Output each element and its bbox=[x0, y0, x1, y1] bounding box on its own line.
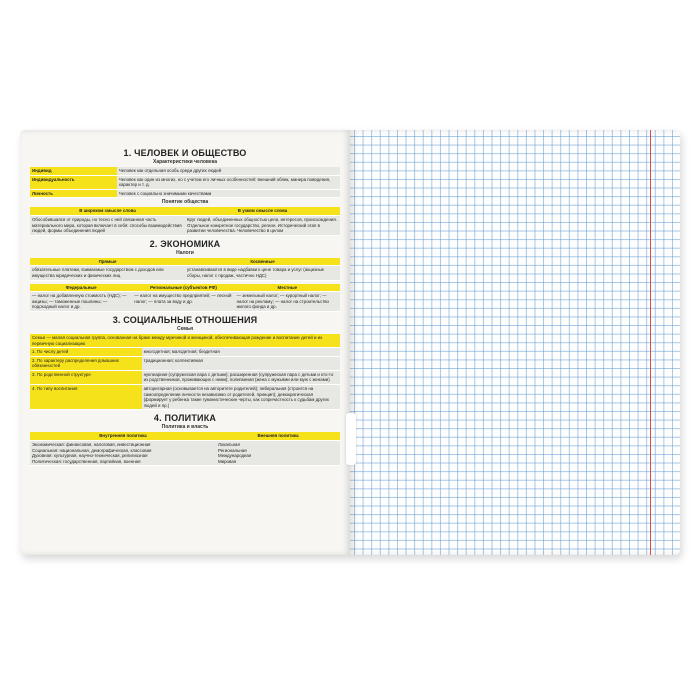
table-row bbox=[30, 167, 340, 175]
header-cell: Региональные (субъектов РФ) bbox=[132, 284, 234, 292]
table-header-row bbox=[30, 284, 340, 292]
section-title: 2. ЭКОНОМИКА bbox=[149, 238, 221, 249]
desc-cell: Обособившаяся от природы, но тесно с ней связанная часть материального мира, которая включает в себя: способы взаимодействия людей, формы объединения людей bbox=[30, 215, 185, 235]
family-definition: Семья — малая социальная группа, основанная на браке между мужчиной и женщиной, обеспечивающая рождение и воспитание детей и их первичную социализацию bbox=[30, 334, 340, 348]
table-header-row bbox=[30, 207, 340, 215]
desc-cell: — земельный налог; — курортный налог; — налог на рекламу; — налог на строительство жилого фонда и др. bbox=[235, 292, 340, 312]
desc-cell: многодетная; малодетная; бездетная bbox=[142, 348, 340, 357]
desc-cell: — налог на имущество предприятий; — лесной налог; — плата за воду и др. bbox=[132, 292, 234, 312]
desc-cell: авторитарная (основывается на авторитете родителей); либеральная (строится на самоопределении личности независимо от родителей, принцип); демократическая (формирует у ребенка такие гуманистические черты, как сопричастность к судьбам других людей и пр.) bbox=[142, 385, 340, 410]
table-row bbox=[30, 215, 340, 235]
desc-cell: Человек как отдельная особь среди других людей bbox=[117, 167, 340, 175]
list-item: Международная bbox=[218, 453, 252, 459]
table-row bbox=[30, 292, 340, 312]
section-subtitle: Политика и власть bbox=[161, 424, 209, 431]
society-concept-table bbox=[30, 207, 340, 235]
table-row bbox=[30, 356, 340, 370]
red-margin-line bbox=[650, 130, 651, 555]
header-cell: Внутренняя политика bbox=[30, 432, 216, 440]
header-cell: Местные bbox=[235, 284, 340, 292]
cheat-sheet-content bbox=[30, 145, 340, 466]
table-row bbox=[30, 189, 340, 198]
tax-types-table bbox=[30, 258, 340, 281]
policy-table bbox=[30, 432, 340, 466]
table-row bbox=[30, 266, 340, 280]
desc-cell: устанавливаются в виде надбавки к цене товара и услуг (акцизные сборы, налог с продаж, частично НДС) bbox=[185, 266, 340, 280]
header-cell: Федеральные bbox=[30, 284, 132, 292]
desc-cell: — налог на добавленную стоимость (НДС); — акцизы; — таможенные пошлины; — подоходный налог и др. bbox=[30, 292, 132, 312]
desc-cell: Круг людей, объединенных общностью цели, интересов, происхождения. Отдельное конкретное государство, регион. Исторический этап в развитии человечества. Человечество в целом bbox=[185, 215, 340, 235]
section-title: 1. ЧЕЛОВЕК И ОБЩЕСТВО bbox=[123, 148, 247, 158]
term-cell: 2. По характеру распределения домашних обязанностей bbox=[30, 356, 142, 370]
list-item: Региональная bbox=[218, 447, 247, 453]
list-item: Социальная: национальная, демографическая, классовая bbox=[32, 447, 152, 453]
header-cell: Внешняя политика bbox=[216, 432, 340, 440]
table-row bbox=[30, 175, 340, 189]
table-row bbox=[30, 334, 340, 348]
inner-policy-list bbox=[30, 441, 216, 466]
header-cell: В узком смысле слова bbox=[185, 207, 340, 215]
table-row bbox=[30, 348, 340, 357]
term-cell: 1. По числу детей bbox=[30, 348, 142, 357]
header-cell: В широком смысле слова bbox=[30, 207, 185, 215]
list-item: Политическая: государственная, партийная, военная bbox=[32, 458, 141, 464]
table-header-row bbox=[30, 432, 340, 440]
grid-paper-page bbox=[350, 130, 680, 555]
outer-policy-list bbox=[216, 441, 340, 466]
section-subtitle: Характеристики человека bbox=[153, 159, 217, 165]
section-title: 4. ПОЛИТИКА bbox=[153, 413, 217, 424]
term-cell: 3. По родственной структуре bbox=[30, 370, 142, 384]
desc-cell: обязательные платежи, взимаемые государством с доходов или имущества юридических и физических лиц bbox=[30, 266, 185, 280]
term-cell: Индивид bbox=[30, 167, 117, 175]
header-cell: Прямые bbox=[30, 258, 185, 266]
desc-cell: нуклеарная (супружеская пара с детьми); расширенная (супружеская пара с детьми и кто-то из родственников, проживающих с ними); полигамная (жена с мужьями или муж с женами) bbox=[142, 370, 340, 384]
person-traits-table bbox=[30, 167, 340, 198]
list-item: Локальная bbox=[218, 442, 240, 448]
term-cell: 4. По типу воспитания bbox=[30, 385, 142, 410]
term-cell: Индивидуальность bbox=[30, 175, 117, 189]
section-subtitle: Понятие общества bbox=[161, 199, 209, 206]
table-row bbox=[30, 370, 340, 384]
list-item: Экономическая: финансовая, налоговая, инвестиционная bbox=[32, 442, 151, 448]
page-tab bbox=[346, 413, 356, 465]
tax-levels-table bbox=[30, 284, 340, 312]
header-cell: Косвенные bbox=[185, 258, 340, 266]
term-cell: Личность bbox=[30, 189, 117, 198]
list-item: Духовная: культурная, научно-техническая, религиозная bbox=[32, 453, 148, 459]
open-notebook bbox=[20, 130, 680, 555]
list-item: Мировая bbox=[218, 458, 237, 464]
family-table bbox=[30, 334, 340, 411]
table-row bbox=[30, 441, 340, 466]
cheat-sheet-page bbox=[20, 130, 350, 555]
desc-cell: Человек как один из многих, но с учетом его личных особенностей: внешний облик, манера поведения, характер и т. д. bbox=[117, 175, 340, 189]
desc-cell: Человек с социально значимыми качествами bbox=[117, 189, 340, 198]
table-row bbox=[30, 385, 340, 410]
section-title: 3. СОЦИАЛЬНЫЕ ОТНОШЕНИЯ bbox=[112, 314, 258, 325]
desc-cell: традиционная; коллективная bbox=[142, 356, 340, 370]
section-subtitle: Семья bbox=[176, 325, 193, 332]
table-header-row bbox=[30, 258, 340, 266]
section-subtitle: Налоги bbox=[176, 249, 194, 256]
